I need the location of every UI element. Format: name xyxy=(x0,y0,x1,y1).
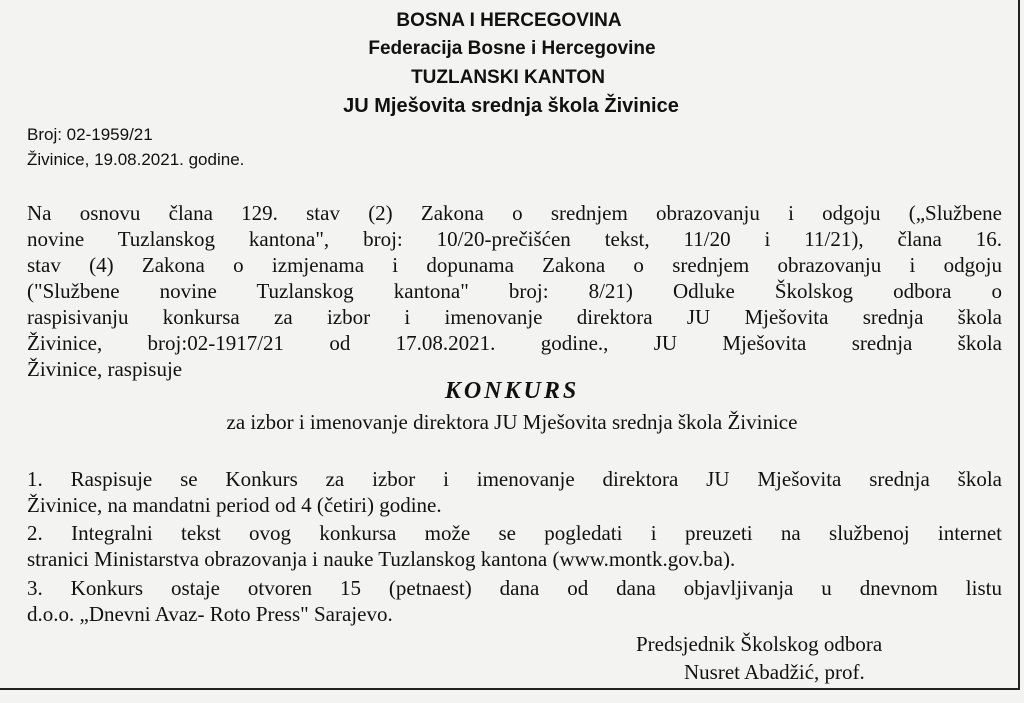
intro-line: ("Službene novine Tuzlanskog kantona" broj: 8/21) Odluke Školskog odbora o xyxy=(27,279,1002,303)
intro-line: novine Tuzlanskog kantona", broj: 10/20-prečišćen tekst, 11/20 i 11/21), člana 16. xyxy=(27,227,1002,251)
item-line: 3. Konkurs ostaje otvoren 15 (petnaest) dana od dana objavljivanja u dnevnom listu xyxy=(27,576,1002,600)
header-school: JU Mješovita srednja škola Živinice xyxy=(343,95,679,117)
intro-line: raspisivanju konkursa za izbor i imenovanje direktora JU Mješovita srednja škola xyxy=(27,305,1002,329)
reference-date: Živinice, 19.08.2021. godine. xyxy=(27,150,245,169)
intro-line: Na osnovu člana 129. stav (2) Zakona o srednjem obrazovanju i odgoju („Službene xyxy=(27,201,1002,225)
header-canton: TUZLANSKI KANTON xyxy=(411,67,605,88)
item-line: Živinice, na mandatni period od 4 (četiri) godine. xyxy=(27,493,442,517)
item-line: 1. Raspisuje se Konkurs za izbor i imenovanje direktora JU Mješovita srednja škola xyxy=(27,467,1002,491)
item-line: 2. Integralni tekst ovog konkursa može se pogledati i preuzeti na službenoj internet xyxy=(27,521,1002,545)
signature-name: Nusret Abadžić, prof. xyxy=(684,660,865,684)
item-line: d.o.o. „Dnevni Avaz- Roto Press" Sarajevo. xyxy=(27,602,393,626)
intro-line: Živinice, raspisuje xyxy=(27,357,183,381)
item-3 xyxy=(27,575,1002,627)
header-federation: Federacija Bosne i Hercegovine xyxy=(368,38,656,59)
signature-role: Predsjednik Školskog odbora xyxy=(636,632,883,656)
document-subtitle: za izbor i imenovanje direktora JU Mješovita srednja škola Živinice xyxy=(226,410,798,434)
reference-number: Broj: 02-1959/21 xyxy=(27,125,153,144)
item-1 xyxy=(27,466,1002,518)
header-country: BOSNA I HERCEGOVINA xyxy=(396,10,622,31)
item-line: stranici Ministarstva obrazovanja i nauke Tuzlanskog kantona (www.montk.gov.ba). xyxy=(27,547,736,571)
item-2 xyxy=(27,520,1002,572)
intro-line: stav (4) Zakona o izmjenama i dopunama Zakona o srednjem obrazovanju i odgoju xyxy=(27,253,1002,277)
intro-line: Živinice, broj:02-1917/21 od 17.08.2021. godine., JU Mješovita srednja škola xyxy=(27,331,1002,355)
document-title: KONKURS xyxy=(444,378,580,404)
intro-paragraph xyxy=(27,200,1002,382)
